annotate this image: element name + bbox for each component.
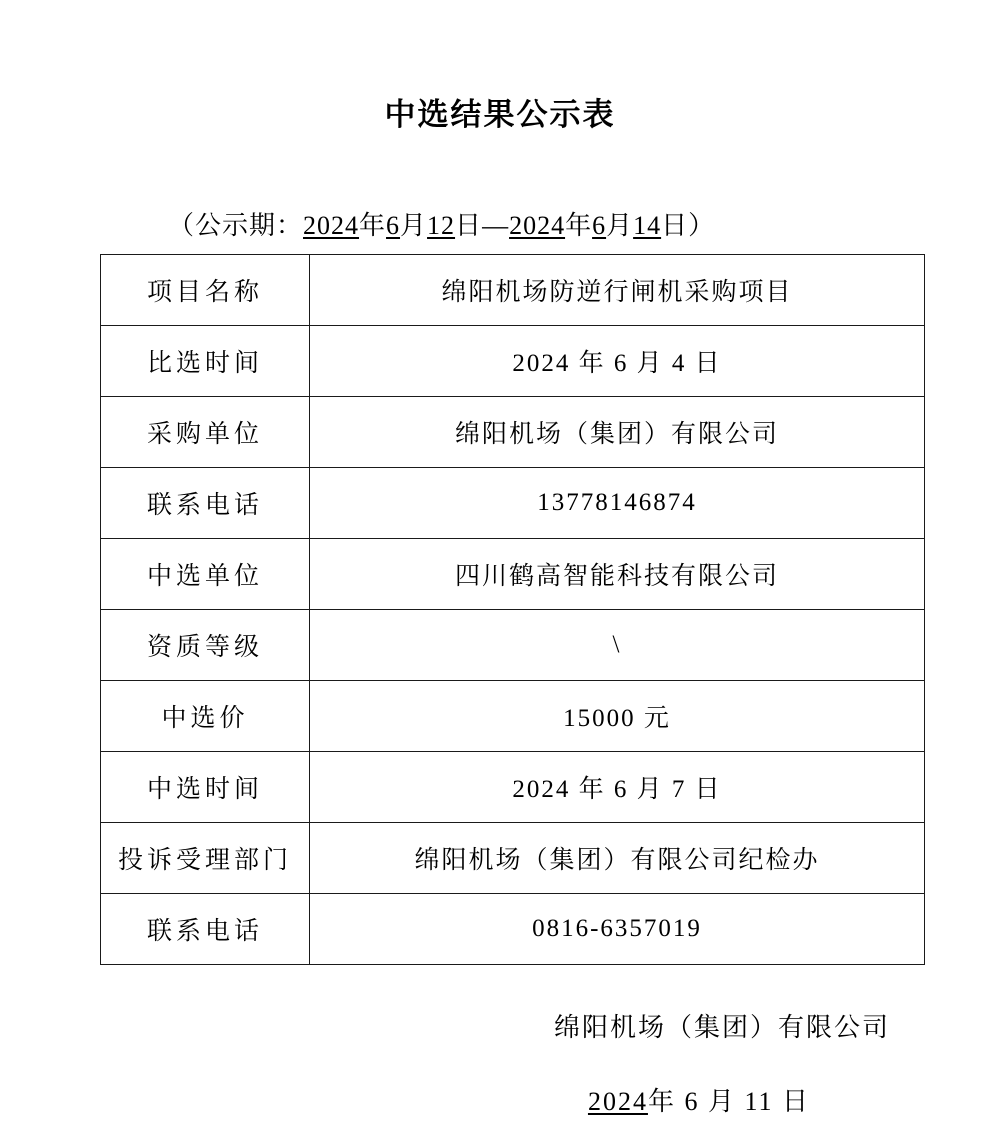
table-row (101, 255, 925, 326)
row-value-winning-unit: 四川鹤高智能科技有限公司 (310, 539, 925, 610)
table-row (101, 539, 925, 610)
row-value-contact-phone: 13778146874 (310, 468, 925, 539)
table-row (101, 610, 925, 681)
page-title: 中选结果公示表 (384, 97, 616, 132)
row-value-complaint-department: 绵阳机场（集团）有限公司纪检办 (310, 823, 925, 894)
result-table-wrap (0, 254, 1000, 965)
signature-date (0, 1081, 1000, 1118)
notice-dash: — (482, 211, 510, 241)
row-label-winning-time: 中选时间 (101, 752, 310, 823)
row-value-project-name: 绵阳机场防逆行闸机采购项目 (310, 255, 925, 326)
table-row (101, 823, 925, 894)
row-label-contact-phone: 联系电话 (101, 468, 310, 539)
notice-prefix: （公示期： (168, 211, 304, 241)
row-label-project-name: 项目名称 (101, 255, 310, 326)
row-label-complaint-phone: 联系电话 (101, 894, 310, 965)
notice-end-day-unit: 日 (661, 211, 689, 241)
notice-start-month: 6 (386, 211, 401, 241)
table-row (101, 894, 925, 965)
notice-start-year-unit: 年 (359, 211, 387, 241)
notice-end-year: 2024 (509, 211, 566, 241)
table-row (101, 752, 925, 823)
notice-start-day-unit: 日 (455, 211, 483, 241)
row-value-winning-price: 15000 元 (310, 681, 925, 752)
signature-date-rest: 年 6 月 11 日 (647, 1087, 810, 1117)
table-row (101, 397, 925, 468)
row-value-complaint-phone: 0816-6357019 (310, 894, 925, 965)
row-value-winning-time: 2024 年 6 月 7 日 (310, 752, 925, 823)
signature-date-year: 2024 (587, 1087, 648, 1117)
row-value-purchasing-unit: 绵阳机场（集团）有限公司 (310, 397, 925, 468)
notice-end-day: 14 (633, 211, 662, 241)
row-value-bid-time: 2024 年 6 月 4 日 (310, 326, 925, 397)
table-row (101, 326, 925, 397)
signature-organization: 绵阳机场（集团）有限公司 (553, 1013, 890, 1043)
notice-end-year-unit: 年 (565, 211, 593, 241)
notice-end-month-unit: 月 (606, 211, 634, 241)
notice-start-year: 2024 (303, 211, 360, 241)
notice-end-month: 6 (592, 211, 607, 241)
notice-start-day: 12 (427, 211, 456, 241)
table-row (101, 681, 925, 752)
notice-period (0, 205, 1000, 242)
result-table (100, 254, 925, 965)
row-label-winning-price: 中选价 (101, 681, 310, 752)
table-row (101, 468, 925, 539)
notice-start-month-unit: 月 (400, 211, 428, 241)
row-label-bid-time: 比选时间 (101, 326, 310, 397)
row-label-complaint-department: 投诉受理部门 (101, 823, 310, 894)
row-label-purchasing-unit: 采购单位 (101, 397, 310, 468)
row-value-qualification-level: \ (310, 610, 925, 681)
row-label-winning-unit: 中选单位 (101, 539, 310, 610)
row-label-qualification-level: 资质等级 (101, 610, 310, 681)
notice-suffix: ） (688, 211, 716, 241)
